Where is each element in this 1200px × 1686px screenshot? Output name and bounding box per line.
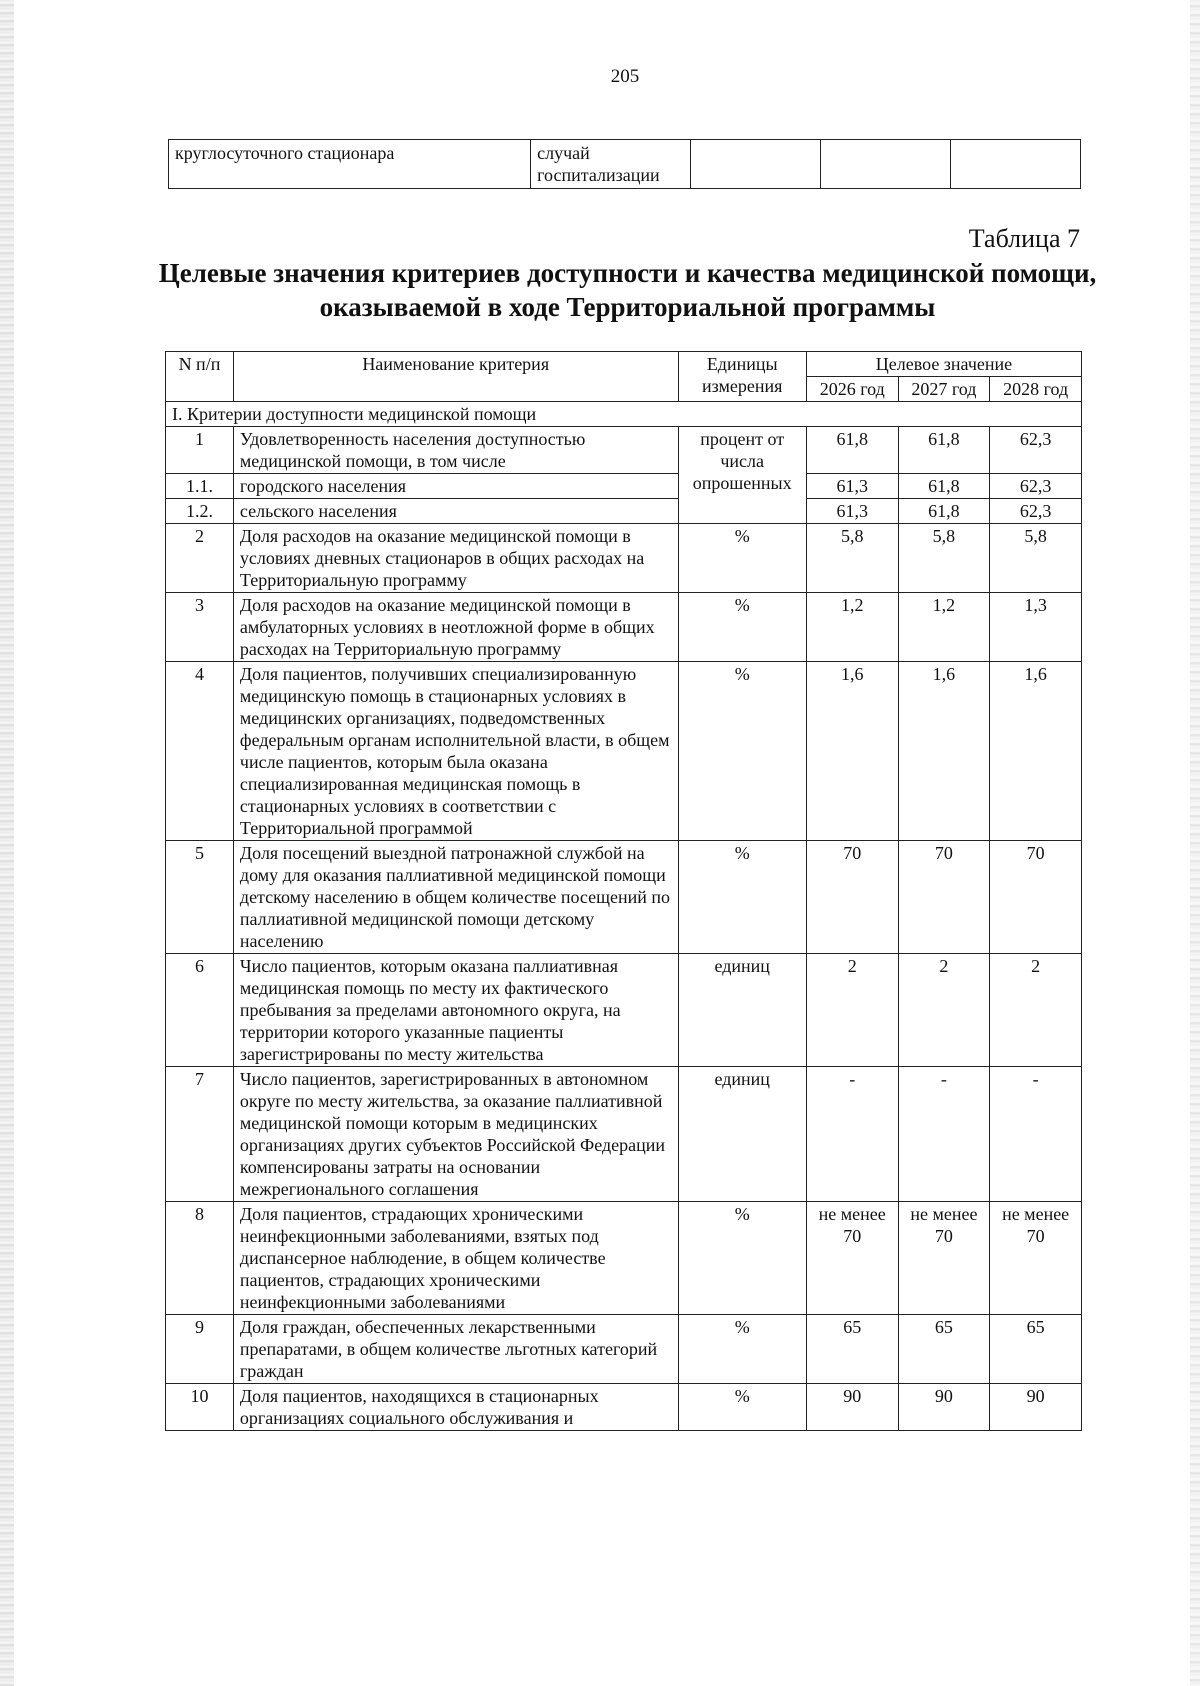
unit-cell: %	[678, 1315, 806, 1384]
value-2027: 5,8	[898, 524, 990, 593]
row-num: 4	[166, 662, 234, 841]
page-number: 205	[610, 66, 640, 87]
criterion-name: Доля граждан, обеспеченных лекарственными препаратами, в общем количестве льготных категорий граждан	[233, 1315, 678, 1384]
table-row	[166, 954, 1082, 1067]
criterion-name: Число пациентов, которым оказана паллиативная медицинская помощь по месту их фактического пребывания за пределами автономного округа, на территории которого указанные пациенты зарегистрированы по месту жительства	[233, 954, 678, 1067]
header-2028: 2028 год	[990, 377, 1082, 402]
table-row	[166, 1384, 1082, 1431]
header-row	[166, 352, 1082, 377]
value-2028: 70	[990, 841, 1082, 954]
row-num: 6	[166, 954, 234, 1067]
table-row	[166, 524, 1082, 593]
value-2028: 90	[990, 1384, 1082, 1431]
criterion-name: городского населения	[233, 474, 678, 499]
row-num: 2	[166, 524, 234, 593]
value-2026: 5,8	[806, 524, 898, 593]
criterion-name: Удовлетворенность населения доступностью медицинской помощи, в том числе	[233, 427, 678, 474]
continued-table	[168, 139, 1081, 189]
criterion-name: Число пациентов, зарегистрированных в автономном округе по месту жительства, за оказание паллиативной медицинской помощи которым в медицинских организациях других субъектов Российской Федерации компенсированы затраты на основании межрегионального соглашения	[233, 1067, 678, 1202]
value-cell	[691, 140, 821, 189]
table-row	[166, 593, 1082, 662]
value-2028: 62,3	[990, 499, 1082, 524]
table-row	[166, 1067, 1082, 1202]
header-2026: 2026 год	[806, 377, 898, 402]
table-row	[166, 499, 1082, 524]
criteria-table	[165, 351, 1082, 1431]
value-2026: 61,8	[806, 427, 898, 474]
value-2028: -	[990, 1067, 1082, 1202]
value-2028: 5,8	[990, 524, 1082, 593]
scan-edge-right	[1190, 0, 1200, 1686]
value-2026: 90	[806, 1384, 898, 1431]
row-num: 3	[166, 593, 234, 662]
value-2027: 61,8	[898, 427, 990, 474]
unit-cell: %	[678, 662, 806, 841]
criterion-name-cell: круглосуточного стационара	[169, 140, 531, 189]
criterion-name: Доля расходов на оказание медицинской помощи в условиях дневных стационаров в общих расходах на Территориальную программу	[233, 524, 678, 593]
criterion-name: Доля расходов на оказание медицинской помощи в амбулаторных условиях в неотложной форме в общих расходах на Территориальную программу	[233, 593, 678, 662]
header-num: N п/п	[166, 352, 234, 402]
header-name: Наименование критерия	[233, 352, 678, 402]
unit-cell: %	[678, 524, 806, 593]
value-2026: 1,2	[806, 593, 898, 662]
value-2027: не менее 70	[898, 1202, 990, 1315]
value-cell	[950, 140, 1080, 189]
table-row	[166, 841, 1082, 954]
value-2027: 70	[898, 841, 990, 954]
criterion-name: Доля пациентов, находящихся в стационарных организациях социального обслуживания и	[233, 1384, 678, 1431]
value-2027: 90	[898, 1384, 990, 1431]
header-unit: Единицы измерения	[678, 352, 806, 402]
table-row	[166, 1202, 1082, 1315]
criterion-name: сельского населения	[233, 499, 678, 524]
table-title: Целевые значения критериев доступности и качества медицинской помощи, оказываемой в ходе Территориальной программы	[158, 258, 1097, 322]
header-target: Целевое значение	[806, 352, 1081, 377]
value-2026: 65	[806, 1315, 898, 1384]
value-2027: 65	[898, 1315, 990, 1384]
scan-edge-left	[0, 0, 14, 1686]
value-2028: не менее 70	[990, 1202, 1082, 1315]
row-num: 1.2.	[166, 499, 234, 524]
value-2027: 1,2	[898, 593, 990, 662]
value-2026: -	[806, 1067, 898, 1202]
value-2026: 1,6	[806, 662, 898, 841]
row-num: 5	[166, 841, 234, 954]
row-num: 1.1.	[166, 474, 234, 499]
row-num: 1	[166, 427, 234, 474]
value-2027: 61,8	[898, 499, 990, 524]
section-title: I. Критерии доступности медицинской помощи	[166, 402, 1082, 427]
unit-cell: случай госпитализации	[531, 140, 691, 189]
table-caption: Таблица 7	[968, 224, 1080, 253]
unit-cell: процент от числа опрошенных	[678, 427, 806, 524]
unit-cell: единиц	[678, 1067, 806, 1202]
value-2028: 62,3	[990, 427, 1082, 474]
criterion-name: Доля посещений выездной патронажной службой на дому для оказания паллиативной медицинской помощи детскому населению в общем количестве посещений по паллиативной медицинской помощи детскому населению	[233, 841, 678, 954]
value-2028: 2	[990, 954, 1082, 1067]
table-row	[169, 140, 1081, 189]
unit-cell: %	[678, 841, 806, 954]
value-cell	[821, 140, 951, 189]
row-num: 8	[166, 1202, 234, 1315]
table-row	[166, 1315, 1082, 1384]
section-row	[166, 402, 1082, 427]
value-2028: 1,3	[990, 593, 1082, 662]
value-2027: 61,8	[898, 474, 990, 499]
value-2027: -	[898, 1067, 990, 1202]
value-2026: 61,3	[806, 499, 898, 524]
value-2026: 61,3	[806, 474, 898, 499]
unit-cell: %	[678, 593, 806, 662]
value-2027: 2	[898, 954, 990, 1067]
criterion-name: Доля пациентов, получивших специализированную медицинскую помощь в стационарных условиях в медицинских организациях, подведомственных федеральным органам исполнительной власти, в общем числе пациентов, которым была оказана специализированная медицинская помощь в стационарных условиях в соответствии с Территориальной программой	[233, 662, 678, 841]
header-2027: 2027 год	[898, 377, 990, 402]
value-2028: 62,3	[990, 474, 1082, 499]
table-row	[166, 427, 1082, 474]
table-row	[166, 474, 1082, 499]
row-num: 9	[166, 1315, 234, 1384]
value-2028: 1,6	[990, 662, 1082, 841]
row-num: 10	[166, 1384, 234, 1431]
table-row	[166, 662, 1082, 841]
value-2028: 65	[990, 1315, 1082, 1384]
value-2026: 2	[806, 954, 898, 1067]
value-2027: 1,6	[898, 662, 990, 841]
row-num: 7	[166, 1067, 234, 1202]
unit-cell: единиц	[678, 954, 806, 1067]
unit-cell: %	[678, 1202, 806, 1315]
value-2026: не менее 70	[806, 1202, 898, 1315]
value-2026: 70	[806, 841, 898, 954]
criterion-name: Доля пациентов, страдающих хроническими неинфекционными заболеваниями, взятых под диспансерное наблюдение, в общем количестве пациентов, страдающих хроническими неинфекционными заболеваниями	[233, 1202, 678, 1315]
unit-cell: %	[678, 1384, 806, 1431]
